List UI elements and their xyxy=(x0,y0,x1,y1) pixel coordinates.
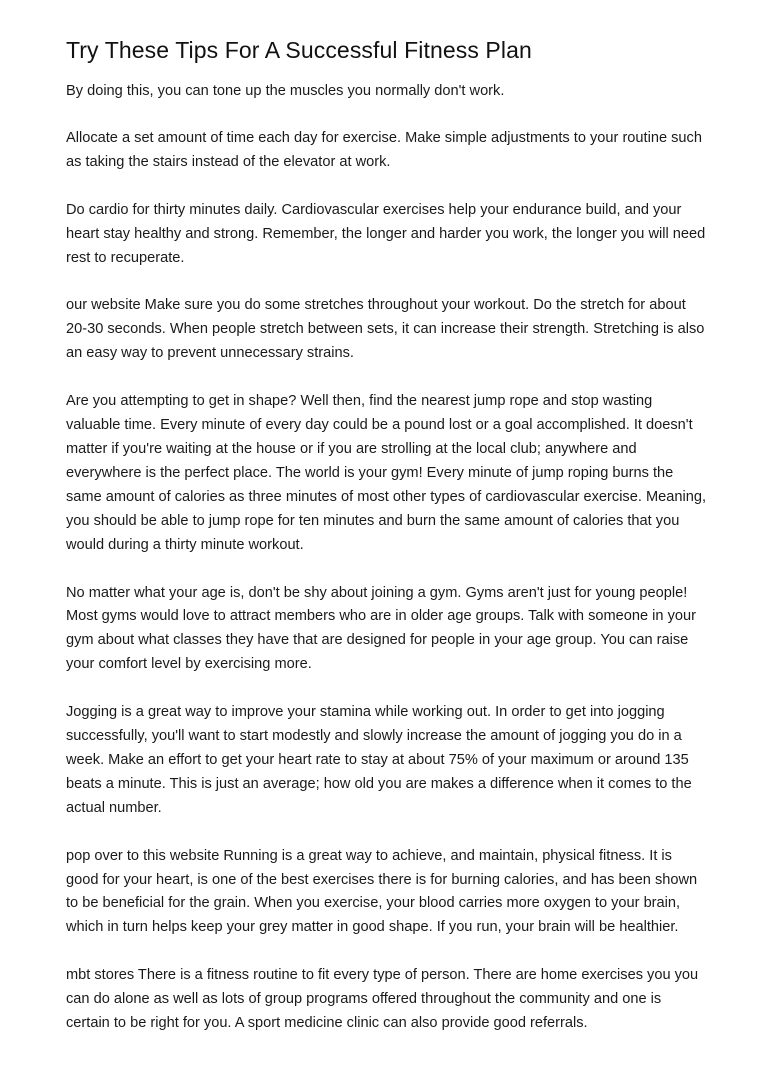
paragraph-jump-rope: Are you attempting to get in shape? Well then, find the nearest jump rope and stop wasting valuable time. Every minute of every day could be a pound lost or a goal accomplished. It doesn't matter if you're waiting at the house or if you are strolling at the local club; anywhere and everywhere is the perfect place. The world is your gym! Every minute of jump roping burns the same amount of calories as three minutes of most other types of cardiovascular exercise. Meaning, you should be able to jump rope for ten minutes and burn the same amount of calories that you would during a thirty minute workout. xyxy=(66,393,706,553)
page-title: Try These Tips For A Successful Fitness Plan xyxy=(66,37,532,63)
paragraph-allocate-time: Allocate a set amount of time each day for exercise. Make simple adjustments to your routine such as taking the stairs instead of the elevator at work. xyxy=(66,129,702,170)
paragraph-gym-age: No matter what your age is, don't be shy about joining a gym. Gyms aren't just for young people! Most gyms would love to attract members who are in older age groups. Talk with someone in your gym about what classes they have that are designed for people in your age group. You can raise your comfort level by exercising more. xyxy=(66,584,696,673)
paragraph-jogging: Jogging is a great way to improve your stamina while working out. In order to get into jogging successfully, you'll want to start modestly and slowly increase the amount of jogging you do in a week. Make an effort to get your heart rate to stay at about 75% of your maximum or around 135 beats a minute. This is just an average; how old you are makes a difference when it comes to the actual number. xyxy=(66,704,692,816)
paragraph-stretching: our website Make sure you do some stretches throughout your workout. Do the stretch for about 20-30 seconds. When people stretch between sets, it can increase their strength. Stretching is also an easy way to prevent unnecessary strains. xyxy=(66,297,705,362)
paragraph-running: pop over to this website Running is a great way to achieve, and maintain, physical fitness. It is good for your heart, is one of the best exercises there is for burning calories, and has been shown to be beneficial for the grain. When you exercise, your blood carries more oxygen to your brain, which in turn helps keep your grey matter in good shape. If you run, your brain will be healthier. xyxy=(66,847,698,936)
paragraph-intro: By doing this, you can tone up the muscles you normally don't work. xyxy=(66,83,505,99)
paragraph-cardio: Do cardio for thirty minutes daily. Cardiovascular exercises help your endurance build, and your heart stay healthy and strong. Remember, the longer and harder you work, the longer you will need rest to recuperate. xyxy=(66,201,706,266)
paragraph-routine: mbt stores There is a fitness routine to fit every type of person. There are home exercises you you can do alone as well as lots of group programs offered throughout the community and one is certain to be right for you. A sport medicine clinic can also provide good referrals. xyxy=(66,967,699,1032)
